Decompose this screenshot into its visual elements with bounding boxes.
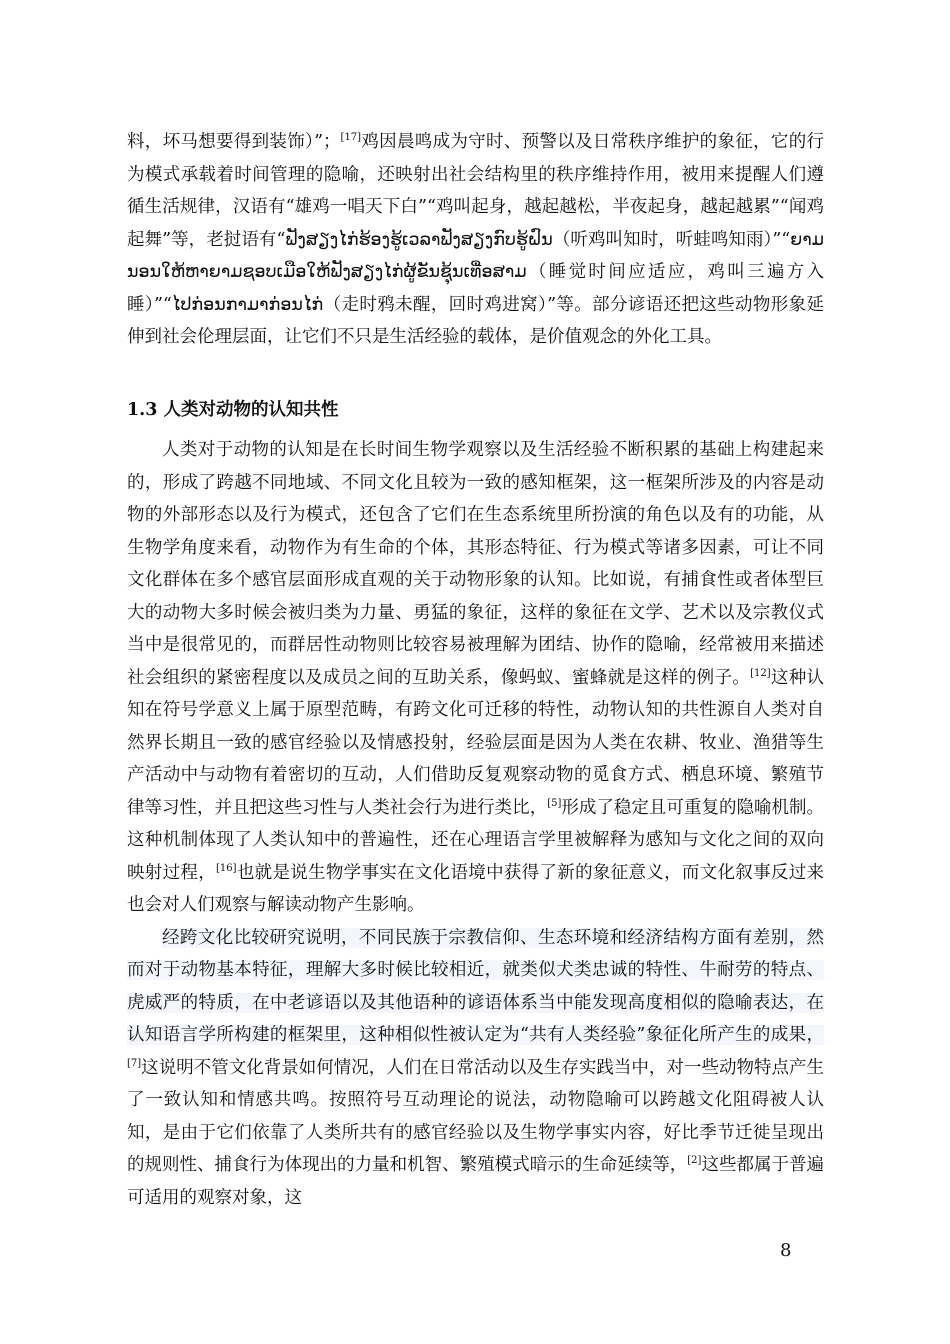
paragraph-continued [127, 126, 824, 354]
paragraph-animal-cognition [127, 434, 824, 922]
citation-ref: [12] [750, 667, 771, 679]
text-run: 这说明不管文化背景如何情况，人们在日常活动以及生存实践当中，对一些动物特点产生了一致认知和情感共鸣。按照符号互动理论的说法，动物隐喻可以跨越文化阻碍被人认知，是由于它们依靠了人类所共有的感官经验以及生物学事实内容，好比季节迁徙呈现出的规则性、捕食行为体现出的力量和机智、繁殖模式暗示的生命延续等， [127, 1057, 824, 1175]
text-run: 形成了稳定且可重复的隐喻机制。这种机制体现了人类认知中的普遍性，还在心理语言学里被解释为感知与文化之间的双向映射过程， [127, 797, 825, 883]
citation-ref: [7] [127, 1057, 142, 1069]
text-run: 鸡因晨鸣成为守时、预警以及日常秩序维护的象征，它的行为模式承载着时间管理的隐喻，还映射出社会结构里的秩序维持作用，被用来提醒人们遵循生活规律，汉语有“雄鸡一唱天下白”“鸡叫起身，越起越松，半夜起身，越起越累”“闻鸡起舞”等，老挝语有“ຟັງສຽງໄກ່ຮ້ອງຮູ້ເວລາຟັງສຽງກົບຮູ້ຝົນ（听鸡叫知时，听蛙鸣知雨）”“ຍາມນອນໃຫ້ຫາຍາມຊອບເມືອໃຫ້ຟັງສຽງໄກ່ຜູ້ຂັນຊຸ້ນເທື່ອສາມ（睡觉时间应适应，鸡叫三遍方入睡）”“ໄປກ່ອນກາມາກ່ອນໄກ່（走时鸦未醒，回时鸡进窝）”等。部分谚语还把这些动物形象延伸到社会伦理层面，让它们不只是生活经验的载体，是价值观念的外化工具。 [127, 132, 824, 347]
text-run-highlighted: 经跨文化比较研究说明，不同民族于宗教信仰、生态环境和经济结构方面有差别，然而对于动物基本特征，理解大多时候比较相近，就类似犬类忠诚的特性、牛耐劳的特点、虎威严的特质，在中老谚语以及其他语种的谚语体系当中能发现高度相似的隐喻表达，在认知语言学所构建的框架里，这种相似性被认定为“共有人类经验”象征化所产生的成果， [127, 927, 824, 1045]
text-run: 人类对于动物的认知是在长时间生物学观察以及生活经验不断积累的基础上构建起来的，形成了跨越不同地域、不同文化且较为一致的感知框架，这一框架所涉及的内容是动物的外部形态以及行为模式，还包含了它们在生态系统里所扮演的角色以及有的功能，从生物学角度来看，动物作为有生命的个体，其形态特征、行为模式等诸多因素，可让不同文化群体在多个感官层面形成直观的关于动物形象的认知。比如说，有捕食性或者体型巨大的动物大多时候会被归类为力量、勇猛的象征，这样的象征在文学、艺术以及宗教仪式当中是很常见的，而群居性动物则比较容易被理解为团结、协作的隐喻，经常被用来描述社会组织的紧密程度以及成员之间的互助关系，像蚂蚁、蜜蜂就是这样的例子。 [127, 440, 824, 688]
page-number: 8 [780, 1240, 792, 1261]
citation-ref: [5] [547, 797, 562, 809]
citation-ref: [17] [340, 132, 362, 144]
text-run: 也就是说生物学事实在文化语境中获得了新的象征意义，而文化叙事反过来也会对人们观察与解读动物产生影响。 [127, 862, 825, 915]
text-run: 这些都属于普遍可适用的观察对象，这 [127, 1155, 825, 1208]
citation-ref: [16] [216, 862, 237, 874]
text-run: 料，坏马想要得到装饰）”； [127, 132, 341, 152]
paragraph-cross-cultural [127, 922, 824, 1215]
text-run: 这种认知在符号学意义上属于原型范畴，有跨文化可迁移的特性，动物认知的共性源自人类对自然界长期且一致的感官经验以及情感投射，经验层面是因为人类在农耕、牧业、渔猎等生产活动中与动物有着密切的互动，人们借助反复观察动物的觅食方式、栖息环境、繁殖节律等习性，并且把这些习性与人类社会行为进行类比， [127, 667, 824, 818]
section-heading: 1.3 人类对动物的认知共性 [127, 400, 339, 420]
citation-ref: [2] [687, 1155, 702, 1167]
body-text-top [127, 126, 824, 354]
body-text-main [127, 434, 824, 1214]
